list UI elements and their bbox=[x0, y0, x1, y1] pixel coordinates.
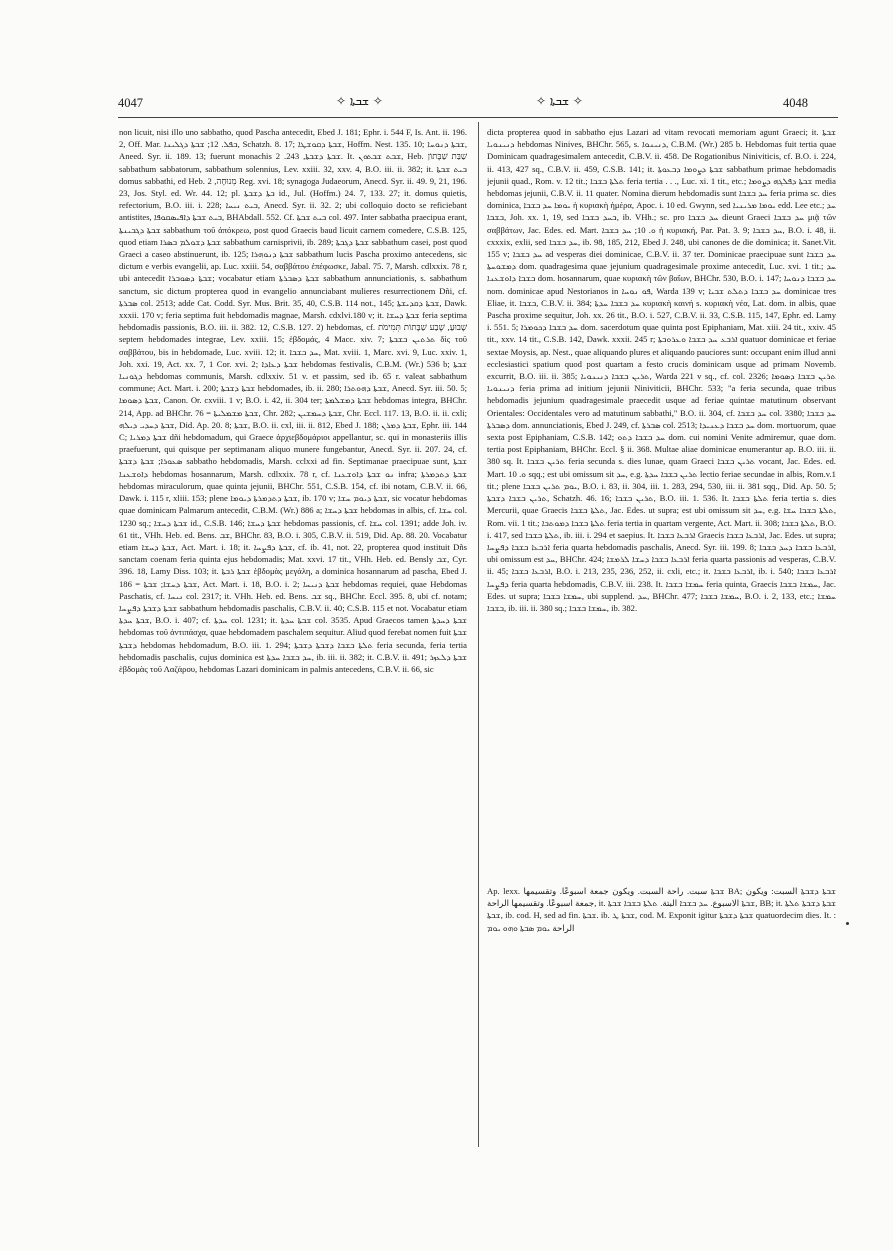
right-column-text: dicta propterea quod in sabbatho ejus Lazari ad vitam revocati memoriam agunt Graeci; it. ܫܒܬܐ ܕܢܝܢܘܝܐ hebdomas Ninives, BHChr. 565, s. ܕܢܝܢܘܐ, C.B.M. (Wr.) 285 b. Hebdomas fuit tertia quae Dominicam quadragesimalem antecedit, C.B.V. ii. 458. De Rogationibus Niniviticis, cf. B.O. i. 224, ii. 413, 427 sq., C.B.V. ii. 459, C.S.B. 141; it. ܫܒܬܐ ܕܨܘܡܐ ܕܒܥܘܬܐ sabbathum primae hebdomadis jejunii quad., Rom. v. 12 tit.; ܬܠܬܐ ܒܫܒܐ feria tertia . . ., Luc. xi. 1 tit., etc.; ܫܒܬܐ ܕܦܠܓܗ ܕܨܘܡܐ media hebdomas jejunii, C.B.V. ii. 11 quater. Nomina dierum hebdomadis sunt ܚܕ ܒܫܒܐ feria prima sc. dies dominica, ܝܘܡܐ ܚܕ ܒܫܒܐ ἡ κυριακὴ ἡμέρα, Apoc. i. 10 ed. Gwynn, sed ܝܘܡܐ ܡܪܝܢܝܐ edd. Lee etc.; ܚܕ ܒܫܒܐ, Joh. xx. 1, 19, sed ܒܚܕ ܒܫܒܐ, ib. VHh.; sc. pro ܚܕ ܒܫܒܐ dieunt Graeci ܚܕ ܒܫܒܐ μιᾷ τῶν σαββάτων, Jac. Edes. ed. Mart. ܘ. 10; ܚܕ ܒܫܒܐ ἡ κυριακή, Par. Pat. 3. 9; ܚܕ ܒܫܒܐ, B.O. i. 48, ii. cxxxix, exlii, sed ܚܕ ܒܫܒܐ, ib. 98, 185, 212, Ebed J. 248, ubi canones de die dominica; it. Sanet.Vit. 155 v; ܚܕ ܒܫܒܐ ad vesperas diei dominicae, C.B.V. ii. 37 ter. Dominicae praecipuae sunt ܚܕ ܒܫܒܐ ܕܡܫܘܚܬܐ dom. quadragesima quae jejunium quadragesimale proxime antecedit, Luc. xvi. 1 tit.; ܚܕ ܒܫܒܐ ܕܐܘܫܥܢܐ dom. hosannarum, quae κυριακὴ τῶν βαΐων, BHChr. 530, B.O. i. 147; ܚܕ ܒܫܒܐ ܕܢܘܚܐ nom. dominicae apud Nestorianos in ܦܘ ܢܘܚܐ, Warda 139 v; ܚܕ ܒܫܒܐ ܕܬܠܬ ܫܒܝܐ dominicae tres Eliae, it. ܒܫܒܐ, C.B.V. ii. 384; ܚܕ ܒܫܒܐ ܚܕܬܐ κυριακὴ καινή s. κυριακὴ νέα, Lat. dom. in albis, quae Pascha proxime sequitur, Joh. xx. 26 tit., B.O. i. 527, C.B.V. ii. 33, C.S.B. 115, 147, Ephr. ed. Lamy i. 551. 5; ܚܕ ܒܫܒܐ ܕܟܘܡܪܐ dom. sacerdotum quae quinta post Epiphaniam, Mat. xiii. 24 tit., xxiv. 45 tit., xxv. 14 tit., C.S.B. 142, Dawk. xxxii. 245 r; ܐܪܒܥ ܚܕ ܒܫܒܐ ܘܥܪܘܒܬܐ quatuor dominicae et feriae sextae Moysis, ap. Nest., quae aliquando plures et aliquando pauciores sunt: occupant enim illud anni ecclesiastici spatium quod post quartam a festo crucis dominicam usque ad primam Novemb. excurrit, B.O. iii. ii. 385; ܬܪܝܢ ܒܫܒܐ ܕܢܝܢܘܝܐ, Warda 221 v sq., cf. col. 2326; ܬܪܝܢ ܒܫܒܐ ܕܣܘܡܐ ܕܢܝܢܘܝܐ feria prima ad initium jejunii Niniviticii, BHChr. 533; "a feria secunda, quae tribus hebdomadis jejunium quadragesimale praecedit usque ad feriae quintae matutinum observant Orientales: Occidentales vero ad matutinum sabbathi," B.O. ii. 304, cf. ܚܕ ܒܫܒܐ col. 3380; ܚܕ ܒܫܒܐ ܕܣܒܪܬܐ dom. annunciationis, Ebed J. 249, cf. ܣܒܪܬܐ col. 2513; ܚܕ ܒܫܒܐ ܕܥܢܝܕܐ dom. mortuorum, quae sexta post Epiphaniam, C.S.B. 142; ܚܕ ܒܫܒܐ ܕܬܘ dom. cui nomini Venite admiremur, quae dom. tertia post Epiphaniam, BHChr. Eccl. § ii. 368. Multae aliae dominicae enumerantur ap. B.O. iii. ii. 380 sq. It. ܬܪܝܢ ܒܫܒܐ feria secunda s. dies lunae, quam Graeci ܬܪܝܢ ܒܫܒܐ vocant, Jac. Edes. ed. Mart. ܘ. 10 sqq.; est ubi omissum sit ܚܕ, e.g. ܬܪܝܢ ܒܫܒܐ ܚܕܬܐ lectio feriae secundae in albis, Rom.v.1 tit.; plene ܝܘܡ ܬܪܝܢ ܒܫܒܐ, B.O. i. 83, ii. 304, iii. 1. 283, 294, 530, iii. ii. 381 sqq., Did. Ap. 50. 5; ܬܪܝܢ ܒܫܒܐ ܕܫܒܬܐ, Schatzh. 46. 16; ܬܪܝܢ ܒܫܒܐ, B.O. iii. 1. 536. It. ܬܠܬܐ ܒܫܒܐ feria tertia s. dies Mercurii, quae Graecis ܬܠܬܐ ܒܫܒܐ, Jac. Edes. ut supra; est ubi omissum sit ܚܕ, e.g. ܬܠܬܐ ܒܫܒܐ ܚܫܐ, Rom. vii. 1 tit.; ܬܠܬܐ ܒܫܒܐ ܕܡܘܬܒܐ feria tertia in quartam vergente, Act. Mart. ii. 308; ܬܠܬܐ ܒܫܒܐ, B.O. i. 417, sed ܬܠܬܐ ܒܫܒܐ, ib. iii. i. 294 et saepius. It. ܐܪܒܥܐ ܒܫܒܐ Graecis ܐܪܒܥܐ ܒܫܒܐ, Jac. Edes. ut supra; ܐܪܒܥܐ ܒܫܒܐ ܕܦܨܚܐ feria quarta hebdomadis paschalis, Anecd. Syr. iii. 199. 8; ܐܪܒܥܐ ܒܫܒܐ ܕܚܕ ܒܫܒܐ, ubi omissum est ܚܕ, BHChr. 424; ܐܪܒܥܐ ܒܫܒܐ ܕܚܫܐ ܠܪܡܫܐ feria quarta passionis ad vesperas, C.B.V. ii. 45; ܐܪܒܥܐ ܒܫܒܐ, B.O. i. 213, 235, 236, 252, ii. cxli, etc.; it. ܐܪܒܥܐ ܒܫܒܐ, ib. i. 540; ܐܪܒܥܐ ܒܫܒܐ ܕܦܨܚܐ feria quarta hebdomadis, C.B.V. iii. 238. It. ܚܡܫܐ ܒܫܒܐ feria quinta, Graecis ܚܡܫܐ ܒܫܒܐ, Jac. Edes. ut supra; ܚܡܫܐ ܒܫܒܐ, ubi supplend. ܚܕ, BHChr. 477; ܚܡܫܐ ܒܫܒܐ, B.O. i. 2, 133, etc.; ܚܡܫܐ ܒܫܒܐ, ib. iii. ii. 380 sq.; ܚܡܫܐ ܒܫܒܐ, ib. 382. bbox=[487, 127, 836, 613]
right-column bbox=[487, 126, 836, 878]
page-number-right: 4048 bbox=[783, 96, 808, 110]
page-number-left: 4047 bbox=[118, 96, 143, 110]
lexicon-citation bbox=[487, 885, 836, 934]
column-divider bbox=[478, 122, 479, 1147]
margin-mark bbox=[846, 922, 849, 925]
lexicon-citation-text: Ap. lexx. ܫܒܬܐ سبت. راحة السبت. ويكون جمعة اسبوعًا. وتقسيمها BA; ܫܒܬܐ ܕܫܒܬܐ السبت: ويكون جمعة اسبوعًا. وتقسيمها الراحة, it. ܫܒܬܐ الاسبوع. ܚܕ ܒܫܒܐ البتة. ܬܠܬܐ ܒܫܒܐ ܫܒܬܐ, BB; it. ܫܒܬܐ ܕܫܒܬܐ ܬܠܬܐ ܫܒܬܐ, ib. cod. H, sed ad fin. ܫܒܬܐ. ib. ܫܒܬܐ ܛ, cod. M. Exponit igitur ܫܒܬܐ ܕܫܒܬܐ quatuordecim dies. It. : الراحة ܝܘܡ ܣܒܬܐ ܘܗܘ ܝܘܡ bbox=[487, 886, 837, 933]
page-header bbox=[118, 94, 808, 116]
running-head-right: ✧ ܫܒܬܐ ✧ bbox=[536, 94, 583, 108]
left-column-text: non licuit, nisi illo uno sabbatho, quod Pascha antecedit, Ebed J. 181; Ephr. i. 544 F, Is. Ant. ii. 196. 2, Off. Mar. ܒܦܠ. 12; ܫܒܬܐ ܕܓܠܝܢܐ, Schatzh. 8. 17; ܫܒܬܐ ܕܩܘܫܛܐ, Hoffm. Nest. 135. 10; ܫܒܬܐ ܕܢܘܚܐ, Aneed. Syr. ii. 189. 13; fuerunt monachis ܫܒܬܐ ܕܫܒܬܐ, 243. 2. It. ܫܒܬ ܫܒܬܘܢ, Heb. שַׁבַּת שַׁבָּתוֹן sabbathum sabbatorum, sabbathum solennius, Lev. xxiii. 32, xxv. 4, B.O. iii. ii. 382; it. ܒܝܬ ܫܒܬܐ domus sabbathi, ed Heb. מְנוּחָה, 2 Reg. xvi. 18; synagoga Judaeorum, Anecd. Syr. ii. 49. 9, 21, 196. 23, Jos. Styl. ed. Wr. 44. 12; pl. ܒܬܐ ܕܫܒܬܐ id., Jul. (Hoffm.) 24. 7, 133. 27; it. domus quietis, refectorium, B.O. iii. i. 228; ܒܝܬ ܢܝܚܐ, Anecd. Syr. ii. 32. 2; ubi colloquio docto se reficiebant antistites, ܒܝܬ ܫܒܬܐ ܕܐܦܝܣܩܘܦܐ, BHAbdall. 552. Cf. ܒܝܬ ܫܒܬܐ col. 497. Inter sabbatha praecipua erant, ܫܒܬܐ ܕܓܒܝܢܬܐ sabbathum τοῦ ἀπόκρεω, post quod Graecis baud licuit carnem comedere, C.S.B. 125, quod etiam ܫܒܬܐ ܕܫܘܠܡ ܒܣܪܐ sabbathum carnisprivii, ib. 289; ܫܒܬܐ ܕܓܒܬܐ sabbathum casei, post quod Graeci a caseo abstinuerunt, ib. 125; ܫܒܬܐ ܕܢܘܗܪܐ sabbathum lucis Pascha proximo antecedens, sic dictum e verbis evangelii, ap. Luc. xxiii. 54, σαββάτου ἐπέφωσκε, Jabal. 75. 7, Marsh. cdlxxix. 78 r, ubi antecedit ܫܒܬܐ ܕܣܘܒܪܐ; vocabatur etiam ܫܒܬܐ ܕܣܒܪܬܐ sabbathum annunciationis, s. sabbathum sanctum, sic dictum propterea quod in evangelio annunciabant mulieres resurrectionem Dñi, cf. ܣܒܪܬܐ col. 2513; adde Cat. Codd. Syr. Mus. Brit. 35, 40, C.S.B. 114 not., 145; ܫܒܬܐ ܕܩܕܝܫܬܐ, Dawk. xxxii. 170 v; feria septima fuit hebdomadis magnae, Marsh. cdxlvi.180 v; it. ܫܒܬܐ ܕܚܫܐ feria septima hebdomadis passionis, B.O. iii. ii. 382. 12, C.S.B. 127. 2) hebdomas, cf. שָׁבוּעַ, שֶׁבַע שַׁבָּתוֹת תְּמִימֹת septem hebdomades integrae, Lev. xxiii. 15; ἑβδομάς, 4 Macc. xiv. 7; ܬܪܬܝܢ ܒܫܒܬܐ δὶς τοῦ σαββάτου, bis in hebdomade, Luc. xviii. 12; it. ܚܕ ܒܫܒܐ, Mat. xviii. 1, Marc. xvi. 9, Luc. xxiv. 1, Joh. xxi. 19, Act. xx. 7, 1 Cor. xvi. 2; ܫܒܬܐ ܕܥܐܕܐ hebdomas festivalis, C.B.M. (Wr.) 536 b; ܫܒܬܐ ܕܓܘܢܝܐ hebdomas communis, Marsh. cdlxxiv. 51 v. et passim, sed ib. 65 r. valeat sabbathum commune; Act. Mart. i. 200; ܫܒܬܐ ܕܫܒܬܐ hebdomades, ib. ii. 280; ܫܒܬܐ ܕܗܘܬܪܐ, Anecd. Syr. iii. 50. 5; ܫܒܬܐ ܕܣܘܡܐ, Canon. Or. cxviii. 1 v; B.O. i. 42, ii. 304 ter; ܫܒܬܐ ܕܡܫܠܡܬܐ hebdomas integra, BHChr. 214, App. ad BHChr. 76 = ܫܒܬܐ ܡܫܡܠܝܬܐ, Chr. 282; ܫܒܬܐ ܕܚܡܫܝܢ, Chr. Eccl. 117. 13, B.O. ii. ii. cxli; ܫܒܬܐ ܕܚܕܝ ܕܝܠܗ, Did. Ap. 20. 8; ܫܒܬܐ, B.O. ii. cxl, iii. ii. 812, Ebed J. 188; ܫܒܬܐ ܕܡܪܢ, Ephr. iii. 144 C; ܫܒܬܐ ܕܡܪܝܐ dñi hebdomadum, qui Graece ἀρχιεβδομάριοι appellantur, sc. qui in monasteriis illis praefuerunt, qui quisque per septimanam aliquo munere fungebantur, Anecd. Syr. ii. 207. 24, cf. ܣܥܘܪܐ; ܫܒܬܐ ܕܫܒܬܐ sabbatho hebdomadis, Marsh. cclxxi ad fin. Septimanae praecipuae sunt, ܫܒܬܐ ܕܐܘܫܥܢܐ hebdomas hosannarum, Marsh. cdlxxix. 78 r, cf. ܢܘ ܫܒܬܐ ܕܐܘܫܥܢܐ infra; ܫܒܬܐ ܕܬܕܡܪܬܐ hebdomas miraculorum, quae quinta jejunii, BHChr. 551, C.S.B. 154, cf. ibi notam, C.B.V. ii. 66, Dawk. i. 115 r, xliii. 153; plene ܫܒܬܐ ܕܬܕܡܪܬܐ ܕܝܘܡܐ, ib. 170 v; ܫܒܬܐ ܕܝܘܡ ܚܫܐ, sic vocatur hebdomas quae dominicam Palmarum antecedit, C.B.M. (Wr.) 886 a; ܫܒܬܐ ܕܚܫܐ hebdomas in albis, cf. ܚܫܐ col. 1230 sq.; ܫܒܬܐ ܕܚܫܐ id., C.S.B. 146; ܫܒܬܐ ܕܚܫܐ hebdomas passionis, cf. ܚܫܐ col. 1391; adde Joh. iv. 61 tit., VHh. Heb. ed. Bens. ܫܒ, BHChr. 83, B.O. i. 305, C.B.V. ii. 519, Did. Ap. 88. 20. Vocabatur etiam ܫܒܬܐ ܕܚܫܐ, Act. Mart. i. 18; it. ܫܒܬܐ ܕܦܨܚܐ, cf. ib. 41, not. 22, propterea quod instituit Dñs sanctam coenam feria quinta ejus hebdomadis; Mat. xxvi. 17 tit., VHh. Heb. ed. Bensly ܫܒ, Cyr. 396. 18, Lamy Diss. 103; it. ܫܒܬܐ ܪܒܬܐ ἑβδομὰς μεγάλη, a dominica hosannarum ad pascha, Ebed J. 186 = ܫܒܬܐ ܕܚܫܐ; ܫܒܬܐ, Act. Mart. i. 18, B.O. i. 2; ܫܒܬܐ ܕܢܝܚܐ hebdomas requiei, quae Hebdomas Paschatis, cf. ܢܝܚܐ col. 2317; it. VHh. Heb. ed. Bens. ܫܒ sq., BHChr. Eccl. 395. 8, ubi cf. notam; ܫܒܬܐ ܕܫܒܬܐ ܕܦܨܚܐ sabbathum hebdomadis paschalis, C.B.V. ii. 40; C.S.B. 115 et not. Vocabatur etiam ܫܒܬܐ ܚܕܬܐ, B.O. i. 407; cf. ܚܕܬܐ col. 1231; it. ܫܒܬܐ ܚܕܬܐ col. 3535. Apud Graecos tamen ܫܒܬܐ ܕܚܕܬܐ hebdomas τοῦ ἀντιπάσχα, quae hebdomadem paschalem sequitur. Aliud quod ferebat nomen fuit ܫܒܬܐ ܕܫܒܬܐ hebdomas hebdomadum, B.O. iii. 1. 294; ܬܠܬܐ ܒܫܒܐ ܕܫܒܬܐ ܕܫܒܬܐ feria secunda, feria tertia hebdomadis paschalis, cujus dominica est ܚܕ ܒܫܒܐ ܚܕܬܐ, ib. iii. ii. 382; it. C.B.V. ii. 491; ܫܒܬܐ ܕܠܥܙܪ ἑβδομὰς τοῦ Λαζάρου, hebdomas Lazari dominicam in palmis antecedens, C.B.V. ii. 66, sic bbox=[119, 127, 467, 674]
running-head-left: ✧ ܫܒܬܐ ✧ bbox=[336, 94, 383, 108]
left-column bbox=[119, 126, 467, 1148]
header-rule bbox=[118, 117, 838, 118]
